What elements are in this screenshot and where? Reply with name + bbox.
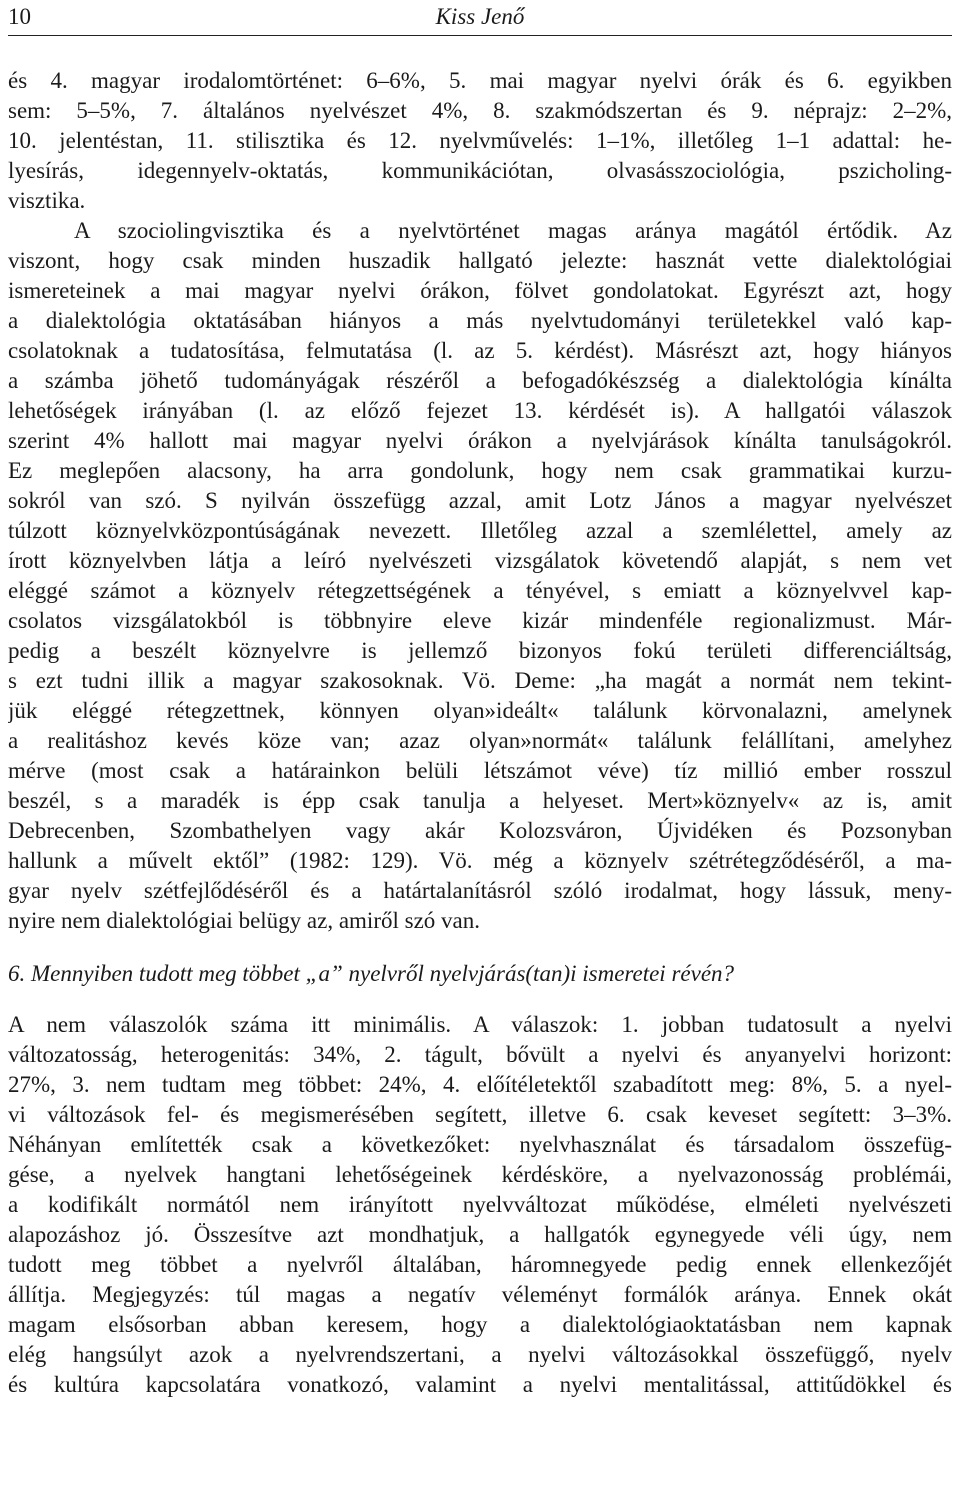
- text-line: sem: 5–5%, 7. általános nyelvészet 4%, 8. szakmódszertan és 9. néprajz: 2–2%,: [8, 98, 952, 123]
- text-line: túlzott köznyelvközpontúságának nevezett. Illetőleg azzal a szemlélettel, amely az: [8, 518, 952, 543]
- text-line: változatosság, heterogenitás: 34%, 2. tágult, bővült a nyelvi és anyanyelvi horizont:: [8, 1042, 952, 1067]
- text-line: 10. jelentéstan, 11. stilisztika és 12. nyelvművelés: 1–1%, illetőleg 1–1 adattal: he-: [8, 128, 952, 153]
- text-line: eléggé számot a köznyelv rétegzettségének a tényével, s emiatt a köznyelvvel kap-: [8, 578, 952, 603]
- text-line: írott köznyelvben látja a leíró nyelvészeti vizsgálatok követendő alapját, s nem vet: [8, 548, 952, 573]
- text-line: mérve (most csak a határainkon belüli létszámot véve) tíz millió ember rosszul: [8, 758, 952, 783]
- text-line: a dialektológia oktatásában hiányos a más nyelvtudományi területekkel való kap-: [8, 308, 952, 333]
- text-line: csolatos vizsgálatokból is többnyire eleve kizár mindenféle regionalizmust. Már-: [8, 608, 952, 633]
- text-line: beszél, s a maradék is épp csak tanulja a helyeset. Mert»köznyelv« az is, amit: [8, 788, 952, 813]
- text-line: jük eléggé rétegzettnek, könnyen olyan»ideált« találunk körvonalazni, amelynek: [8, 698, 952, 723]
- text-line: a realitáshoz kevés köze van; azaz olyan»normát« találunk felállítani, amelyhez: [8, 728, 952, 753]
- body-text: [8, 66, 952, 1400]
- paragraph-continuation: [8, 66, 952, 216]
- text-line: gése, a nyelvek hangtani lehetőségeinek kérdésköre, a nyelvazonosság problémái,: [8, 1162, 952, 1187]
- text-line: viszont, hogy csak minden huszadik hallgató jelezte: hasznát vette dialektológiai: [8, 248, 952, 273]
- text-line: hallunk a művelt ektől” (1982: 129). Vö. még a köznyelv szétrétegződéséről, a ma-: [8, 848, 952, 873]
- text-line: a kodifikált normától nem irányított nyelvváltozat működése, elméleti nyelvészeti: [8, 1192, 952, 1217]
- text-line: 27%, 3. nem tudtam meg többet: 24%, 4. előítéletektől szabadított meg: 8%, 5. a nyel-: [8, 1072, 952, 1097]
- text-line: lyesírás, idegennyelv-oktatás, kommunikációtan, olvasásszociológia, pszicholing-: [8, 158, 952, 183]
- running-header: [8, 0, 952, 34]
- text-line: elég hangsúlyt azok a nyelvrendszertani, a nyelvi változásokkal összefüggő, nyelv: [8, 1342, 952, 1367]
- text-line: Debrecenben, Szombathelyen vagy akár Kolozsváron, Újvidéken és Pozsonyban: [8, 818, 952, 843]
- text-line: Ez meglepően alacsony, ha arra gondolunk, hogy nem csak grammatikai kurzu-: [8, 458, 952, 483]
- text-line: ismereteinek a mai magyar nyelvi órákon, fölvet gondolatokat. Egyrészt azt, hogy: [8, 278, 952, 303]
- text-line: szerint 4% hallott mai magyar nyelvi órákon a nyelvjárások kínálta tanulságokról.: [8, 428, 952, 453]
- text-line: nyire nem dialektológiai belügy az, amiről szó van.: [8, 908, 480, 933]
- text-line: tudott meg többet a nyelvről általában, háromnegyede pedig ennek ellenkezőjét: [8, 1252, 952, 1277]
- paragraph-answers: [8, 1010, 952, 1400]
- text-line: gyar nyelv szétfejlődéséről és a határtalanításról szóló irodalmat, hogy lássuk, meny-: [8, 878, 952, 903]
- text-line: Néhányan említették csak a következőket: nyelvhasználat és társadalom összefüg-: [8, 1132, 952, 1157]
- text-line: A szociolingvisztika és a nyelvtörténet magas aránya magától értődik. Az: [74, 218, 952, 243]
- running-head-author: Kiss Jenő: [435, 4, 525, 29]
- text-line: és 4. magyar irodalomtörténet: 6–6%, 5. mai magyar nyelvi órák és 6. egyikben: [8, 68, 952, 93]
- text-line: vi változások fel- és megismerésében segített, illetve 6. csak keveset segített: 3–3%.: [8, 1102, 952, 1127]
- text-line: sokról van szó. S nyilván összefügg azzal, amit Lotz János a magyar nyelvészet: [8, 488, 952, 513]
- paragraph-sociolinguistics: [8, 216, 952, 936]
- text-line: állítja. Megjegyzés: túl magas a negatív véleményt formálók aránya. Ennek okát: [8, 1282, 952, 1307]
- text-line: magam elsősorban abban keresem, hogy a dialektológiaoktatásban nem kapnak: [8, 1312, 952, 1337]
- text-line: lehetőségek irányában (l. az előző fejezet 13. kérdését is). A hallgatói válaszok: [8, 398, 952, 423]
- text-line: s ezt tudni illik a magyar szakosoknak. Vö. Deme: „ha magát a normát nem tekint-: [8, 668, 952, 693]
- text-line: visztika.: [8, 188, 86, 213]
- question-heading: 6. Mennyiben tudott meg többet „a” nyelvről nyelvjárás(tan)i ismeretei révén?: [8, 961, 735, 986]
- text-line: és kultúra kapcsolatára vonatkozó, valamint a nyelvi mentalitással, attitűdökkel és: [8, 1372, 952, 1397]
- text-line: csolatoknak a tudatosítása, felmutatása (l. az 5. kérdést). Másrészt azt, hogy hiányos: [8, 338, 952, 363]
- text-line: A nem válaszolók száma itt minimális. A válaszok: 1. jobban tudatosult a nyelvi: [8, 1012, 952, 1037]
- text-line: pedig a beszélt köznyelvre is jellemző bizonyos fokú területi differenciáltság,: [8, 638, 952, 663]
- text-line: alapozáshoz jó. Összesítve azt mondhatjuk, a hallgatók egynegyede véli úgy, nem: [8, 1222, 952, 1247]
- text-line: a számba jöhető tudományágak részéről a befogadókészség a dialektológia kínálta: [8, 368, 952, 393]
- page-number: 10: [8, 4, 31, 29]
- header-rule: [8, 35, 952, 36]
